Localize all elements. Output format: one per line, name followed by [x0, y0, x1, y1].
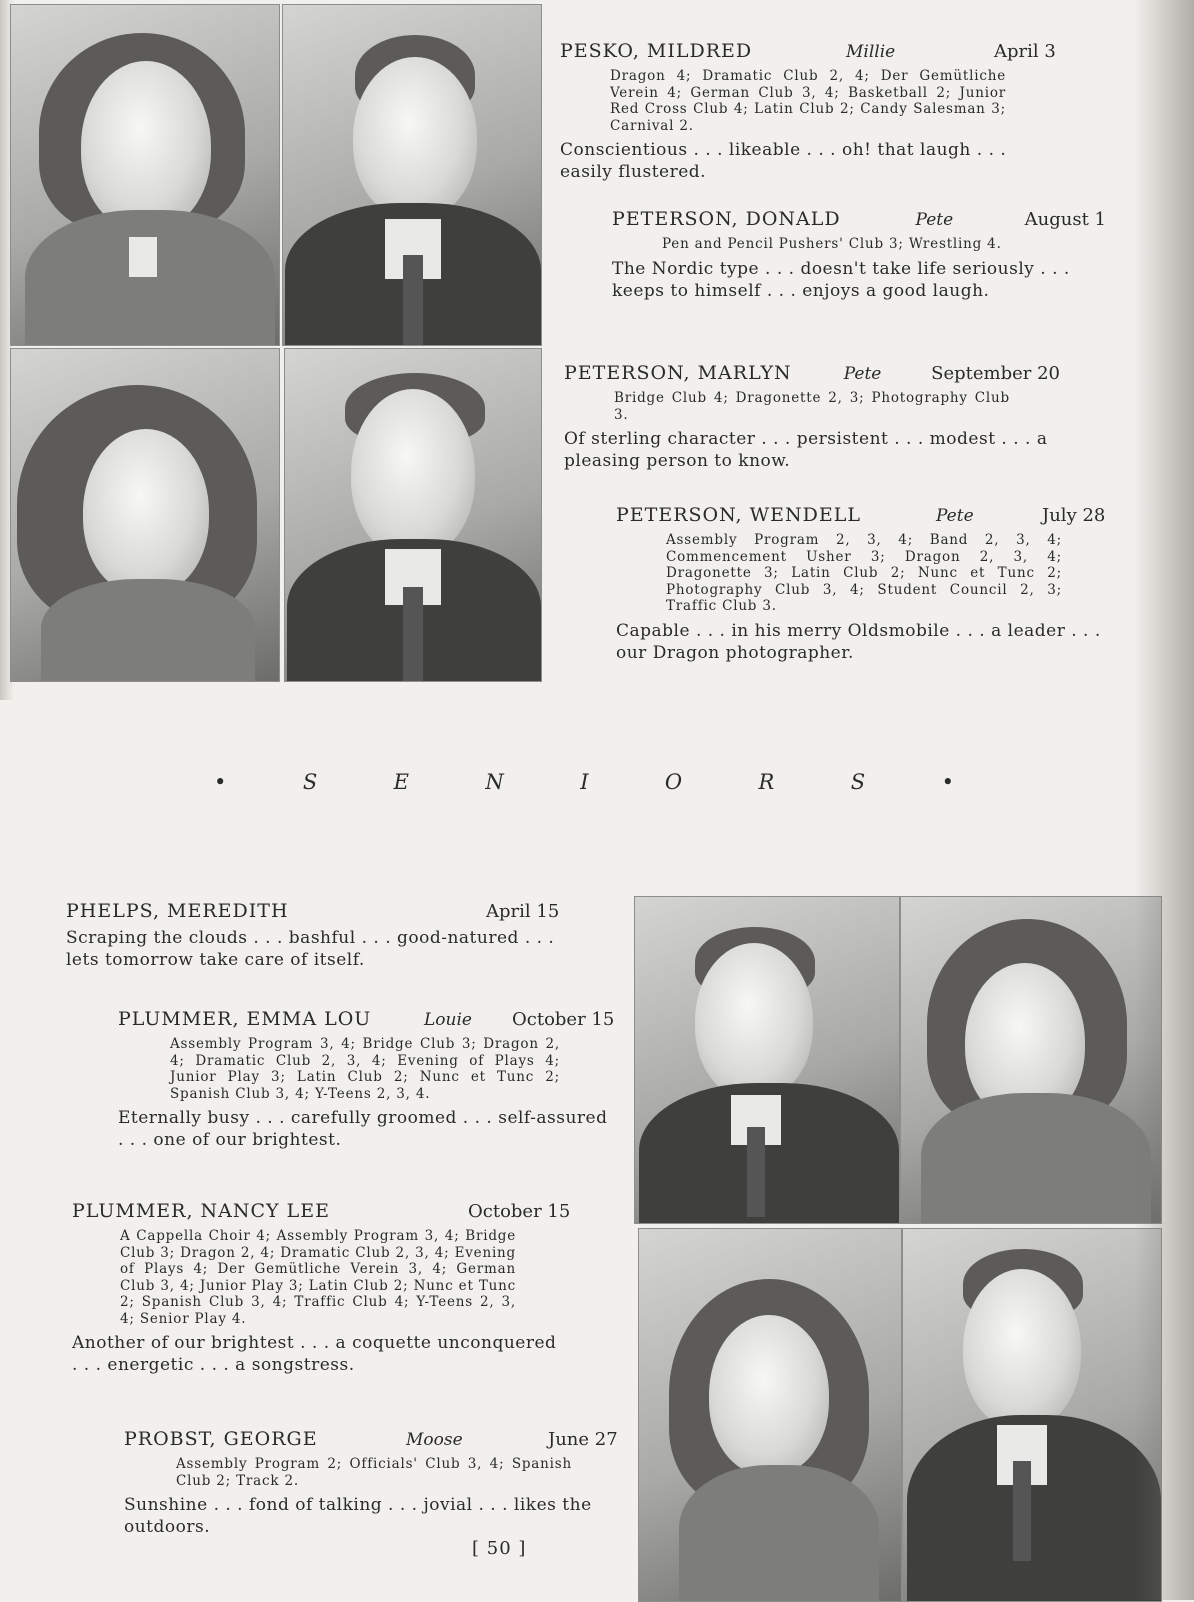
student-name: PROBST, GEORGE — [124, 1428, 318, 1450]
senior-entry-pesko — [560, 40, 1060, 183]
portrait-photo — [900, 896, 1162, 1224]
title-bullet: • — [214, 770, 227, 794]
title-letter: N — [485, 770, 504, 794]
student-birthday: August 1 — [1024, 209, 1106, 230]
student-description: Another of our brightest . . . a coquette unconquered . . . energetic . . . a songstress. — [72, 1333, 557, 1375]
title-letter: E — [393, 770, 409, 794]
portrait-photo — [638, 1228, 902, 1602]
student-name: PETERSON, DONALD — [612, 208, 841, 230]
student-nickname: Louie — [424, 1010, 472, 1030]
student-name: PETERSON, MARLYN — [564, 362, 792, 384]
senior-entry-peterson-marlyn — [564, 362, 1060, 472]
senior-entry-phelps — [66, 900, 566, 971]
student-activities: A Cappella Choir 4; Assembly Program 3, 4; Bridge Club 3; Dragon 2, 4; Dramatic Club 2, 3, 4; Evening of Plays 4; Der Gemütliche Verein 3, 4; German Club 3, 4; Junior Play 3; Latin Club 2; Nunc et Tunc 2; Spanish Club 3, 4; Traffic Club 4; Y-Teens 2, 3, 4; Senior Play 4. — [120, 1228, 516, 1327]
student-activities: Dragon 4; Dramatic Club 2, 4; Der Gemütliche Verein 4; German Club 3, 4; Basketball 2; Junior Red Cross Club 4; Latin Club 2; Candy Salesman 3; Carnival 2. — [610, 68, 1006, 134]
senior-entry-peterson-donald — [612, 208, 1106, 302]
student-name: PLUMMER, NANCY LEE — [72, 1200, 330, 1222]
senior-entry-plummer-emma-lou — [118, 1008, 618, 1151]
senior-entry-plummer-nancy-lee — [72, 1200, 572, 1376]
student-description: Eternally busy . . . carefully groomed . . . self-assured . . . one of our brightest. — [118, 1108, 608, 1150]
student-activities: Pen and Pencil Pushers' Club 3; Wrestling 4. — [662, 236, 1002, 252]
senior-entry-peterson-wendell — [616, 504, 1112, 664]
senior-entry-probst — [124, 1428, 624, 1538]
student-name: PETERSON, WENDELL — [616, 504, 861, 526]
student-description: Of sterling character . . . persistent . . . modest . . . a pleasing person to know. — [564, 429, 1048, 471]
student-name: PLUMMER, EMMA LOU — [118, 1008, 372, 1030]
student-name: PESKO, MILDRED — [560, 40, 753, 62]
title-letter: S — [302, 770, 318, 794]
student-nickname: Pete — [915, 210, 954, 230]
student-activities: Assembly Program 2, 3, 4; Band 2, 3, 4; Commencement Usher 3; Dragon 2, 3, 4; Dragonette 3; Latin Club 2; Nunc et Tunc 2; Photography Club 3, 4; Student Council 2, 3; Traffic Club 3. — [666, 532, 1062, 614]
portrait-photo — [282, 4, 542, 346]
student-birthday: June 27 — [548, 1429, 618, 1450]
student-nickname: Pete — [843, 364, 882, 384]
student-birthday: October 15 — [468, 1201, 571, 1222]
portrait-photo — [902, 1228, 1162, 1602]
title-letter: R — [758, 770, 775, 794]
page-number: [ 50 ] — [472, 1538, 527, 1559]
student-description: The Nordic type . . . doesn't take life seriously . . . keeps to himself . . . enjoys a good laugh. — [612, 258, 1070, 301]
title-letter: O — [664, 770, 683, 794]
student-activities: Assembly Program 3, 4; Bridge Club 3; Dragon 2, 4; Dramatic Club 2, 3, 4; Evening of Plays 4; Junior Play 3; Latin Club 2; Nunc et Tunc 2; Spanish Club 3, 4; Y-Teens 2, 3, 4. — [170, 1036, 560, 1102]
page-edge-shadow-right — [1134, 0, 1194, 1600]
student-birthday: July 28 — [1042, 505, 1106, 526]
student-birthday: April 15 — [486, 901, 560, 922]
student-nickname: Moose — [406, 1430, 463, 1450]
student-description: Sunshine . . . fond of talking . . . jovial . . . likes the outdoors. — [124, 1495, 592, 1537]
title-letter: S — [850, 770, 866, 794]
student-description: Scraping the clouds . . . bashful . . . good-natured . . . lets tomorrow take care of itself. — [66, 928, 555, 970]
student-activities: Assembly Program 2; Officials' Club 3, 4; Spanish Club 2; Track 2. — [176, 1456, 572, 1489]
portrait-photo — [10, 4, 280, 346]
portrait-photo — [10, 348, 280, 682]
student-birthday: October 15 — [512, 1009, 615, 1030]
student-birthday: April 3 — [994, 41, 1056, 62]
section-title-seniors — [214, 770, 954, 794]
student-name: PHELPS, MEREDITH — [66, 900, 289, 922]
title-bullet: • — [941, 770, 954, 794]
title-letter: I — [580, 770, 589, 794]
student-nickname: Millie — [846, 42, 896, 62]
student-description: Capable . . . in his merry Oldsmobile . . . a leader . . . our Dragon photographer. — [616, 620, 1101, 663]
portrait-photo — [284, 348, 542, 682]
portrait-photo — [634, 896, 900, 1224]
student-description: Conscientious . . . likeable . . . oh! that laugh . . . easily flustered. — [560, 140, 1007, 182]
student-birthday: September 20 — [931, 363, 1060, 384]
student-activities: Bridge Club 4; Dragonette 2, 3; Photography Club 3. — [614, 390, 1010, 423]
student-nickname: Pete — [936, 506, 974, 526]
